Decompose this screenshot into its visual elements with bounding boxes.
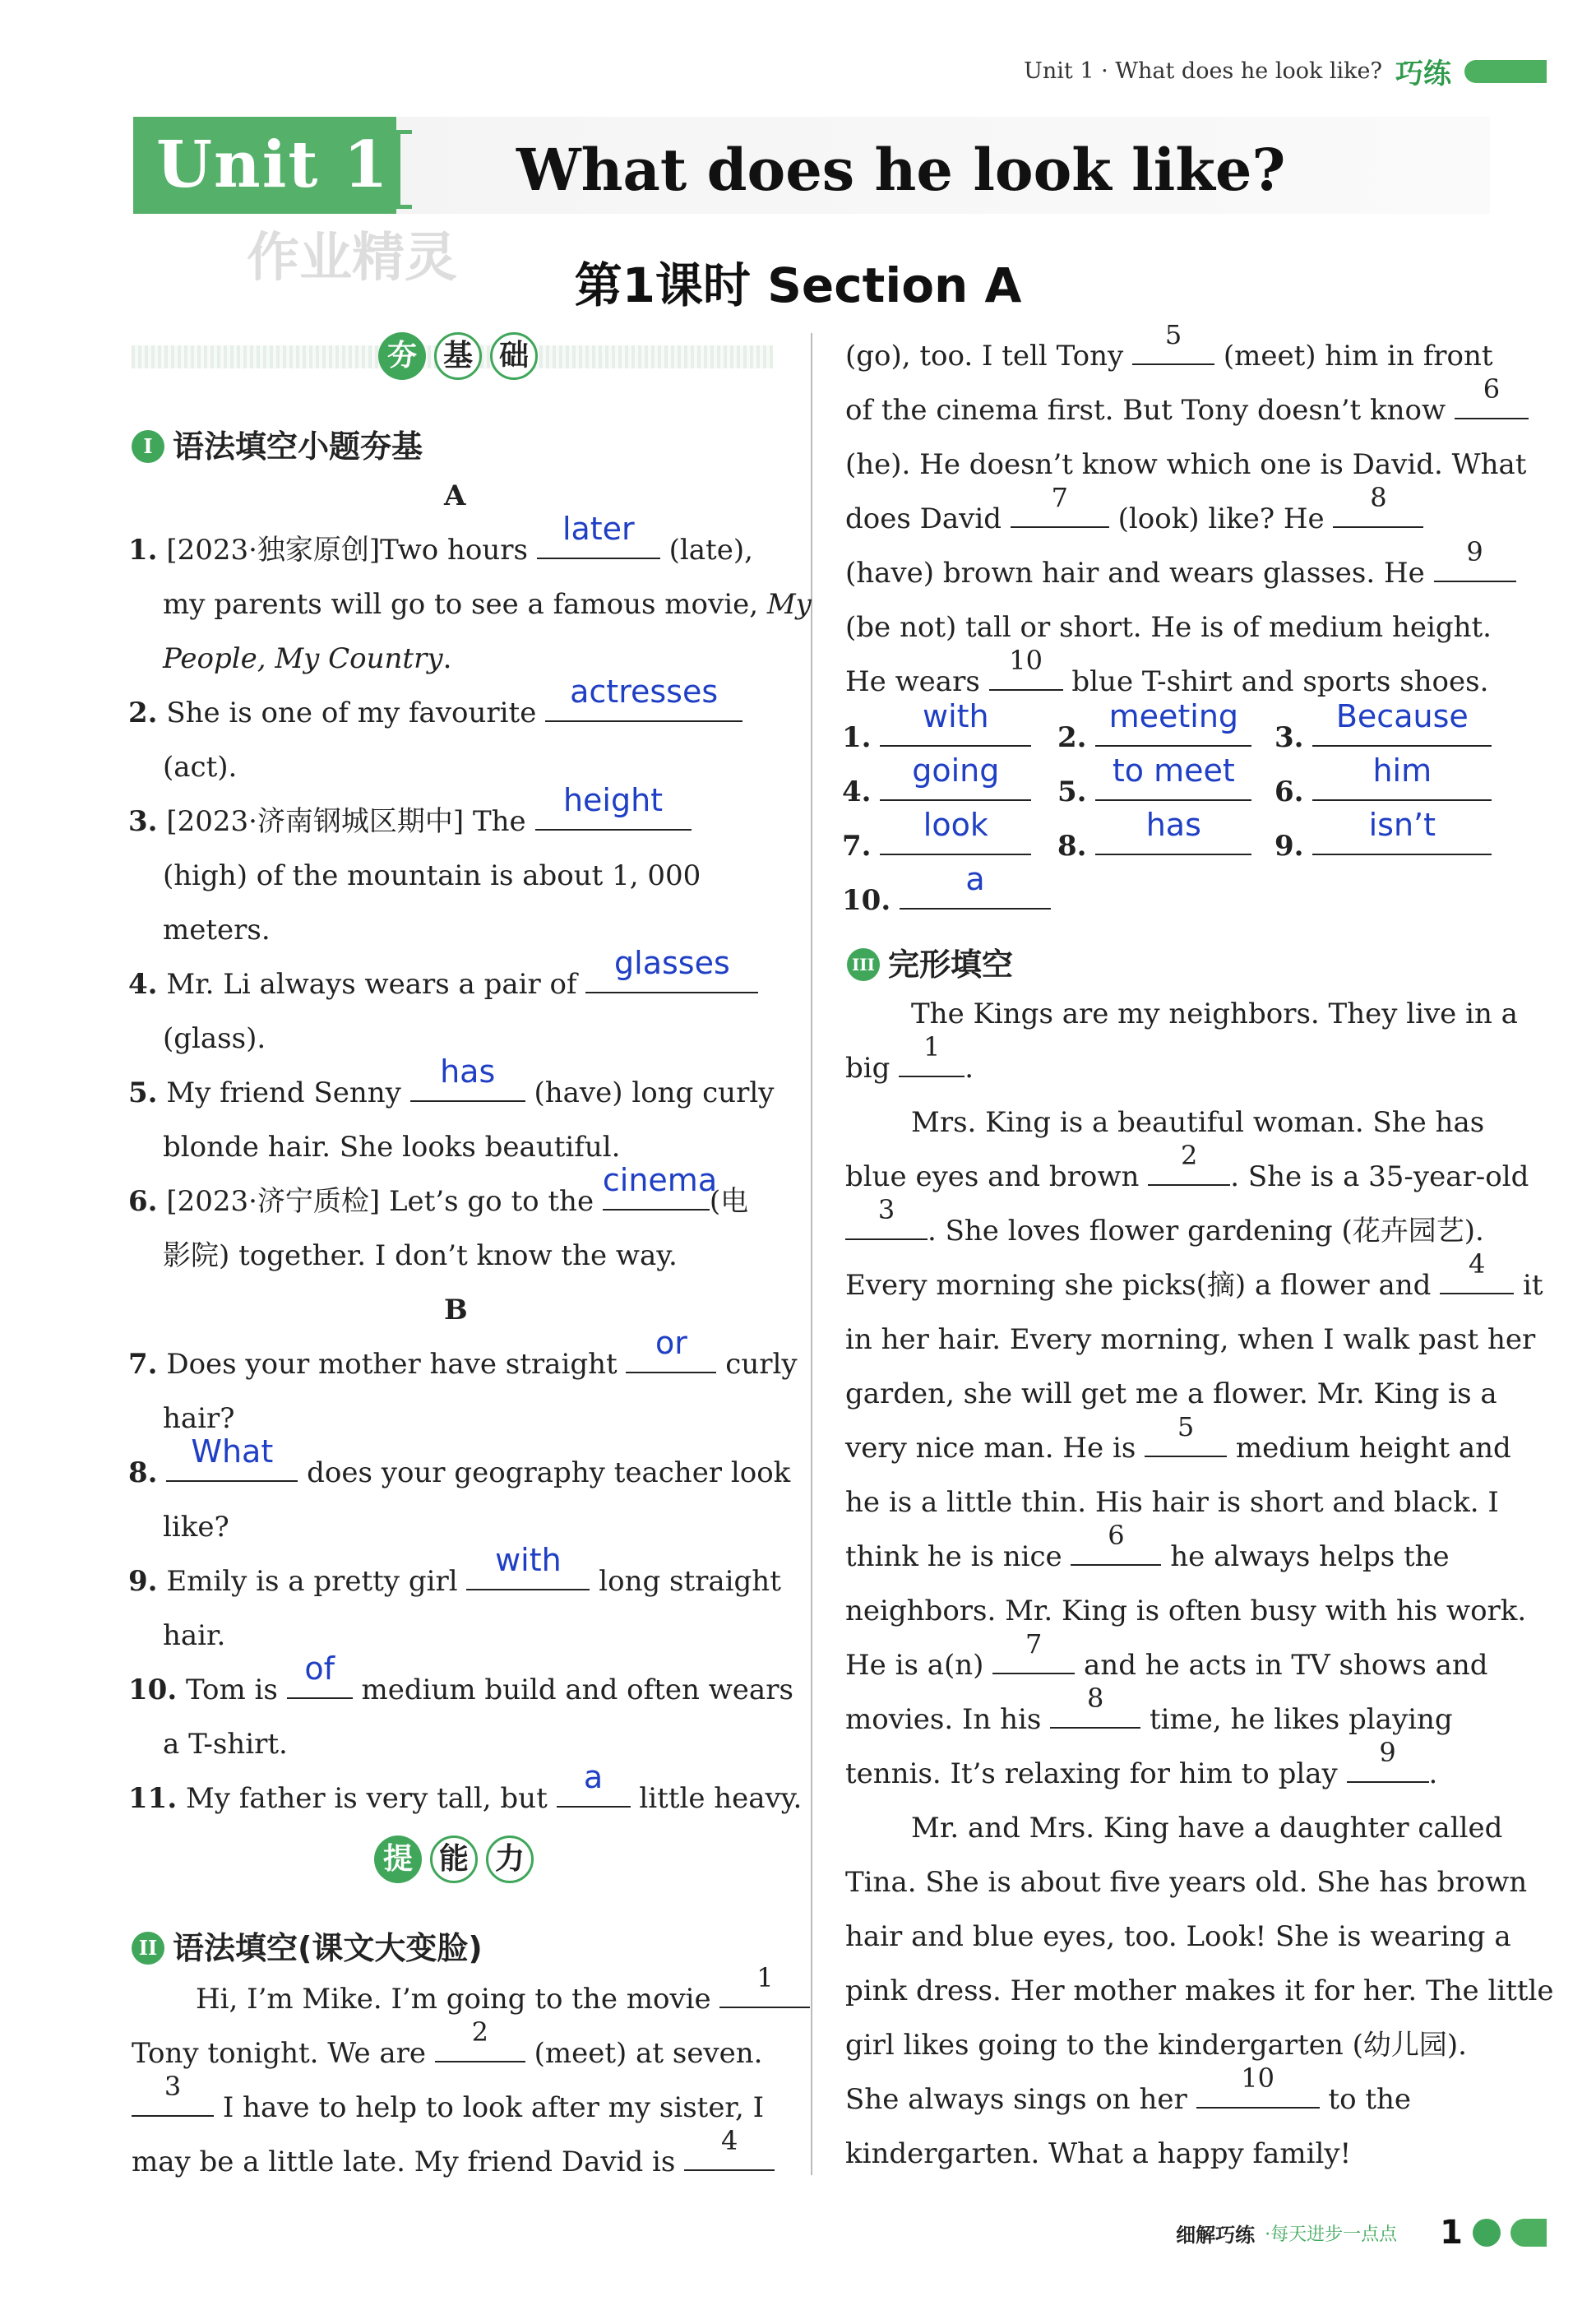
answer-text: a [965, 861, 985, 897]
answer-blank [1312, 752, 1492, 801]
numbered-blank [1145, 1411, 1227, 1457]
blank-number: 4 [1469, 1248, 1486, 1280]
numbered-blank [719, 1962, 810, 2008]
badge-char: 夯 [378, 332, 426, 380]
question-6-line-2: 影院) together. I don’t know the way. [163, 1239, 678, 1272]
answer-blank [466, 1542, 590, 1590]
footer-slogan: ·每天进步一点点 [1265, 2224, 1398, 2245]
question-text: does your geography teacher look [307, 1456, 791, 1489]
question-2 [128, 674, 742, 740]
cloze-line: Mr. and Mrs. King have a daughter called [911, 1812, 1503, 1845]
passage-text: (look) like? He [1117, 502, 1325, 535]
answer-number: 6. [1274, 775, 1304, 808]
answer-number: 10. [842, 884, 891, 917]
passage-line [845, 482, 1423, 546]
answer-text: of [304, 1650, 335, 1687]
question-text: [2023·济宁质检] Let’s go to the [166, 1185, 594, 1218]
answer-text: a [583, 1759, 604, 1795]
question-number: 10. [128, 1673, 178, 1706]
answer-text: height [562, 782, 664, 818]
footer-brand: 细解巧练 [1176, 2223, 1256, 2247]
unit-label: Unit 1 [133, 117, 396, 214]
answer-blank [880, 752, 1031, 801]
part-b-label: B [444, 1294, 468, 1326]
answer-blank [585, 945, 758, 993]
badge-basics [378, 332, 538, 380]
passage-text: Tony tonight. We are [132, 2037, 427, 2070]
passage-text: . [965, 1052, 974, 1085]
question-7 [128, 1325, 798, 1391]
cloze-line: The Kings are my neighbors. They live in a [911, 998, 1518, 1030]
cloze-line [845, 1248, 1543, 1312]
lesson-title: 第1课时 Section A [574, 257, 1022, 313]
numbered-blank [1011, 482, 1109, 528]
answer-text: cinema [602, 1162, 718, 1198]
passage-text: it [1523, 1269, 1543, 1302]
answer-blank [602, 1162, 718, 1211]
question-text: Does your mother have straight [166, 1348, 618, 1381]
passage-text: of the cinema first. But Tony doesn’t know [845, 394, 1446, 427]
question-text: Emily is a pretty girl [166, 1565, 458, 1598]
question-11 [128, 1759, 803, 1826]
answer-text: What [191, 1433, 274, 1470]
cloze-line [845, 1520, 1450, 1584]
cloze-line: hair and blue eyes, too. Look! She is wearing a [845, 1920, 1511, 1953]
answer-blank [166, 1433, 298, 1482]
question-number: 4. [128, 968, 158, 1001]
answer-row [1057, 807, 1251, 873]
answer-blank [535, 782, 692, 831]
cloze-line: Tina. She is about five years old. She has brown [845, 1866, 1528, 1899]
answer-text: meeting [1108, 698, 1239, 734]
question-8 [128, 1433, 791, 1500]
numbered-blank [1132, 319, 1214, 365]
answer-blank [537, 511, 660, 559]
passage-text: medium height and [1235, 1432, 1511, 1465]
answer-text: glasses [614, 945, 730, 981]
answer-text: with [923, 698, 989, 734]
answer-text: later [562, 511, 635, 547]
question-text: My friend Senny [166, 1076, 401, 1109]
numbered-blank [1071, 1520, 1161, 1566]
passage-text: I have to help to look after my sister, I [222, 2091, 764, 2124]
answer-blank [626, 1325, 716, 1373]
answer-number: 8. [1057, 830, 1087, 863]
answer-text: has [440, 1053, 496, 1090]
cloze-line: pink dress. Her mother makes it for her. The little [845, 1974, 1554, 2007]
blank-number: 9 [1466, 536, 1483, 567]
numbered-blank [132, 2071, 214, 2117]
cloze-line [845, 1140, 1529, 1204]
badge-ability [374, 1836, 534, 1883]
badge-char: 础 [490, 332, 538, 380]
answer-number: 2. [1057, 721, 1087, 754]
numbered-blank [1333, 482, 1423, 528]
answer-number: 7. [842, 830, 872, 863]
question-text: long straight [599, 1565, 781, 1598]
blank-number: 2 [471, 2016, 488, 2048]
footer-tab [1510, 2219, 1547, 2247]
numbered-blank [845, 1194, 928, 1240]
question-9-line-2: hair. [163, 1619, 226, 1652]
passage-text: he always helps the [1170, 1540, 1450, 1573]
cloze-line: he is a little thin. His hair is short and black. I [845, 1486, 1499, 1519]
passage-text: and he acts in TV shows and [1084, 1649, 1488, 1682]
cloze-line: girl likes going to the kindergarten (幼儿园). [845, 2029, 1467, 2062]
passage-text: time, he likes playing [1149, 1703, 1453, 1736]
passage-text: to the [1328, 2083, 1412, 2116]
question-text: Mr. Li always wears a pair of [166, 968, 577, 1001]
blank-number: 5 [1164, 319, 1182, 350]
answer-blank [545, 674, 742, 722]
question-8-line-2: like? [163, 1511, 229, 1544]
answer-text: going [912, 752, 1000, 789]
question-number: 7. [128, 1348, 158, 1381]
question-6 [128, 1162, 749, 1229]
cloze-line: kindergarten. What a happy family! [845, 2137, 1352, 2170]
passage-line [845, 373, 1529, 437]
passage-text: . She loves flower gardening (花卉园艺). [928, 1215, 1484, 1248]
passage-text: may be a little late. My friend David is [132, 2146, 676, 2178]
question-number: 5. [128, 1076, 158, 1109]
cloze-line: neighbors. Mr. King is often busy with his work. [845, 1595, 1527, 1627]
answer-number: 3. [1274, 721, 1304, 754]
cloze-line [845, 1411, 1511, 1475]
question-text: curly [725, 1348, 798, 1381]
question-2-line-2: (act). [163, 751, 238, 784]
passage-text: (meet) at seven. [534, 2037, 763, 2070]
page-number: 1 [1440, 2214, 1463, 2252]
answer-text: look [923, 807, 988, 843]
passage-line [132, 2125, 775, 2189]
question-7-line-2: hair? [163, 1402, 235, 1435]
answer-blank [557, 1759, 631, 1808]
passage-text: . She is a 35-year-old [1230, 1160, 1529, 1193]
answer-blank [880, 807, 1031, 855]
movie-title: My [766, 588, 812, 621]
brand-label: 巧练 [1395, 58, 1451, 90]
answer-number: 1. [842, 721, 872, 754]
answer-blank [900, 861, 1051, 910]
question-text: little heavy. [639, 1782, 803, 1815]
passage-line [845, 536, 1516, 600]
answer-text: Because [1335, 698, 1469, 734]
question-3-line-2: (high) of the mountain is about 1, 000 [163, 859, 701, 892]
blank-number: 8 [1086, 1683, 1104, 1714]
numbered-blank [1455, 373, 1529, 419]
numbered-blank [684, 2125, 775, 2171]
question-text: my parents will go to see a famous movie, [163, 588, 759, 621]
blank-number: 7 [1051, 482, 1068, 513]
question-number: 9. [128, 1565, 158, 1598]
question-text: (late), [668, 534, 753, 567]
numbered-blank [1440, 1248, 1514, 1294]
question-number: 11. [128, 1782, 178, 1815]
section-3-heading [847, 937, 1013, 992]
question-5 [128, 1053, 775, 1120]
answer-blank [1095, 752, 1251, 801]
header-tab-decoration [1464, 60, 1547, 83]
blank-number: 3 [164, 2071, 182, 2102]
question-1-line-3 [163, 632, 451, 686]
numbered-blank [899, 1031, 965, 1077]
answer-text: isn’t [1368, 807, 1436, 843]
passage-text: He is a(n) [845, 1649, 984, 1682]
question-3-line-3: meters. [163, 914, 271, 947]
page-footer [1176, 2214, 1547, 2252]
blank-number: 10 [1009, 645, 1043, 676]
passage-text: (meet) him in front [1223, 340, 1493, 373]
cloze-line [845, 1194, 1484, 1258]
blank-number: 1 [923, 1031, 941, 1062]
watermark: 作业精灵 [247, 228, 457, 289]
passage-text: very nice man. He is [845, 1432, 1136, 1465]
answer-blank [1312, 807, 1492, 855]
question-1 [128, 511, 753, 577]
answer-text: actresses [570, 674, 719, 710]
passage-text: She always sings on her [845, 2083, 1187, 2116]
blank-number: 7 [1025, 1628, 1043, 1660]
passage-line: (he). He doesn’t know which one is David. What [845, 448, 1527, 481]
question-text: [2023·独家原创]Two hours [166, 534, 528, 567]
answer-text: or [655, 1325, 687, 1361]
question-text: . [442, 642, 452, 675]
question-number: 1. [128, 534, 158, 567]
answer-row [842, 861, 1051, 928]
section-number: III [847, 948, 880, 981]
numbered-blank [1050, 1683, 1140, 1729]
passage-text: . [1428, 1757, 1438, 1790]
question-text: She is one of my favourite [166, 697, 537, 729]
question-4 [128, 945, 758, 1011]
question-text: Tom is [185, 1673, 278, 1706]
question-text: (电 [709, 1185, 749, 1218]
answer-blank [880, 698, 1031, 747]
blank-number: 1 [756, 1962, 774, 1993]
section-title: 语法填空小题夯基 [173, 428, 423, 465]
question-9 [128, 1542, 781, 1609]
passage-text: does David [845, 502, 1002, 535]
answer-blank [1312, 698, 1492, 747]
running-header [1024, 51, 1547, 91]
answer-number: 4. [842, 775, 872, 808]
passage-text: tennis. It’s relaxing for him to play [845, 1757, 1338, 1790]
cloze-line: garden, she will get me a flower. Mr. King is a [845, 1377, 1497, 1410]
question-text: (have) long curly [534, 1076, 775, 1109]
question-number: 6. [128, 1185, 158, 1218]
answer-blank [1095, 698, 1251, 747]
passage-text: He wears [845, 665, 980, 698]
blank-number: 5 [1177, 1411, 1195, 1442]
passage-text: blue eyes and brown [845, 1160, 1140, 1193]
passage-text: Hi, I’m Mike. I’m going to the movie [196, 1983, 711, 2016]
blank-number: 6 [1108, 1520, 1125, 1551]
numbered-blank [1347, 1737, 1429, 1783]
section-number: II [132, 1932, 164, 1965]
answer-text: to meet [1112, 752, 1235, 789]
blank-number: 8 [1370, 482, 1387, 513]
unit-title: What does he look like? [516, 136, 1286, 204]
passage-line [132, 2016, 763, 2081]
passage-text: Every morning she picks(摘) a flower and [845, 1269, 1432, 1302]
section-1-heading [132, 419, 423, 474]
blank-number: 10 [1241, 2062, 1274, 2094]
question-3 [128, 782, 692, 849]
question-10-line-2: a T-shirt. [163, 1728, 288, 1761]
running-header-text: Unit 1 · What does he look like? [1024, 58, 1382, 84]
answer-number: 9. [1274, 830, 1304, 863]
numbered-blank [992, 1628, 1075, 1674]
question-text: medium build and often wears [361, 1673, 793, 1706]
answer-number: 5. [1057, 775, 1087, 808]
passage-text: think he is nice [845, 1540, 1062, 1573]
question-text: [2023·济南钢城区期中] The [166, 805, 526, 838]
blank-number: 2 [1181, 1140, 1198, 1171]
cloze-line: in her hair. Every morning, when I walk past her [845, 1323, 1536, 1356]
question-10 [128, 1650, 793, 1717]
badge-char: 提 [374, 1836, 422, 1883]
badge-char: 能 [430, 1836, 478, 1883]
cloze-line: Mrs. King is a beautiful woman. She has [911, 1106, 1485, 1139]
answer-blank [1095, 807, 1251, 855]
blank-number: 9 [1379, 1737, 1396, 1768]
badge-char: 力 [486, 1836, 534, 1883]
answer-row [1274, 807, 1492, 873]
cloze-line [845, 1628, 1488, 1692]
blank-number: 6 [1483, 373, 1501, 405]
section-number: I [132, 430, 164, 463]
numbered-blank [989, 645, 1063, 691]
section-2-heading [132, 1921, 483, 1975]
question-5-line-2: blonde hair. She looks beautiful. [163, 1131, 621, 1164]
blank-number: 4 [720, 2125, 738, 2156]
passage-line [132, 2071, 764, 2135]
question-number: 8. [128, 1456, 158, 1489]
unit-bracket-decoration [396, 130, 412, 209]
numbered-blank [1148, 1140, 1230, 1186]
badge-char: 基 [434, 332, 482, 380]
answer-text: has [1145, 807, 1201, 843]
question-number: 2. [128, 697, 158, 729]
passage-text: blue T-shirt and sports shoes. [1071, 665, 1489, 698]
numbered-blank [435, 2016, 525, 2062]
passage-text: big [845, 1052, 891, 1085]
question-4-line-2: (glass). [163, 1022, 266, 1055]
numbered-blank [1196, 2062, 1320, 2109]
cloze-line [845, 1737, 1438, 1801]
numbered-blank [1434, 536, 1516, 582]
passage-line [845, 319, 1493, 383]
passage-line: (be not) tall or short. He is of medium height. [845, 611, 1492, 644]
passage-text: (go), too. I tell Tony [845, 340, 1124, 373]
movie-title: People, My Country [163, 642, 443, 675]
blank-number: 3 [877, 1194, 895, 1225]
cloze-line [845, 1031, 974, 1095]
section-title: 语法填空(课文大变脸) [173, 1930, 483, 1966]
section-title: 完形填空 [888, 947, 1014, 983]
question-number: 3. [128, 805, 158, 838]
footer-dot [1473, 2219, 1501, 2247]
part-a-label: A [444, 479, 466, 512]
passage-text: movies. In his [845, 1703, 1042, 1736]
answer-blank [410, 1053, 525, 1102]
passage-text: (have) brown hair and wears glasses. He [845, 557, 1425, 590]
answer-text: with [495, 1542, 562, 1578]
question-1-line-2 [163, 577, 812, 632]
answer-text: him [1372, 752, 1432, 789]
question-text: My father is very tall, but [185, 1782, 548, 1815]
answer-blank [287, 1650, 353, 1699]
cloze-line [845, 2062, 1412, 2127]
